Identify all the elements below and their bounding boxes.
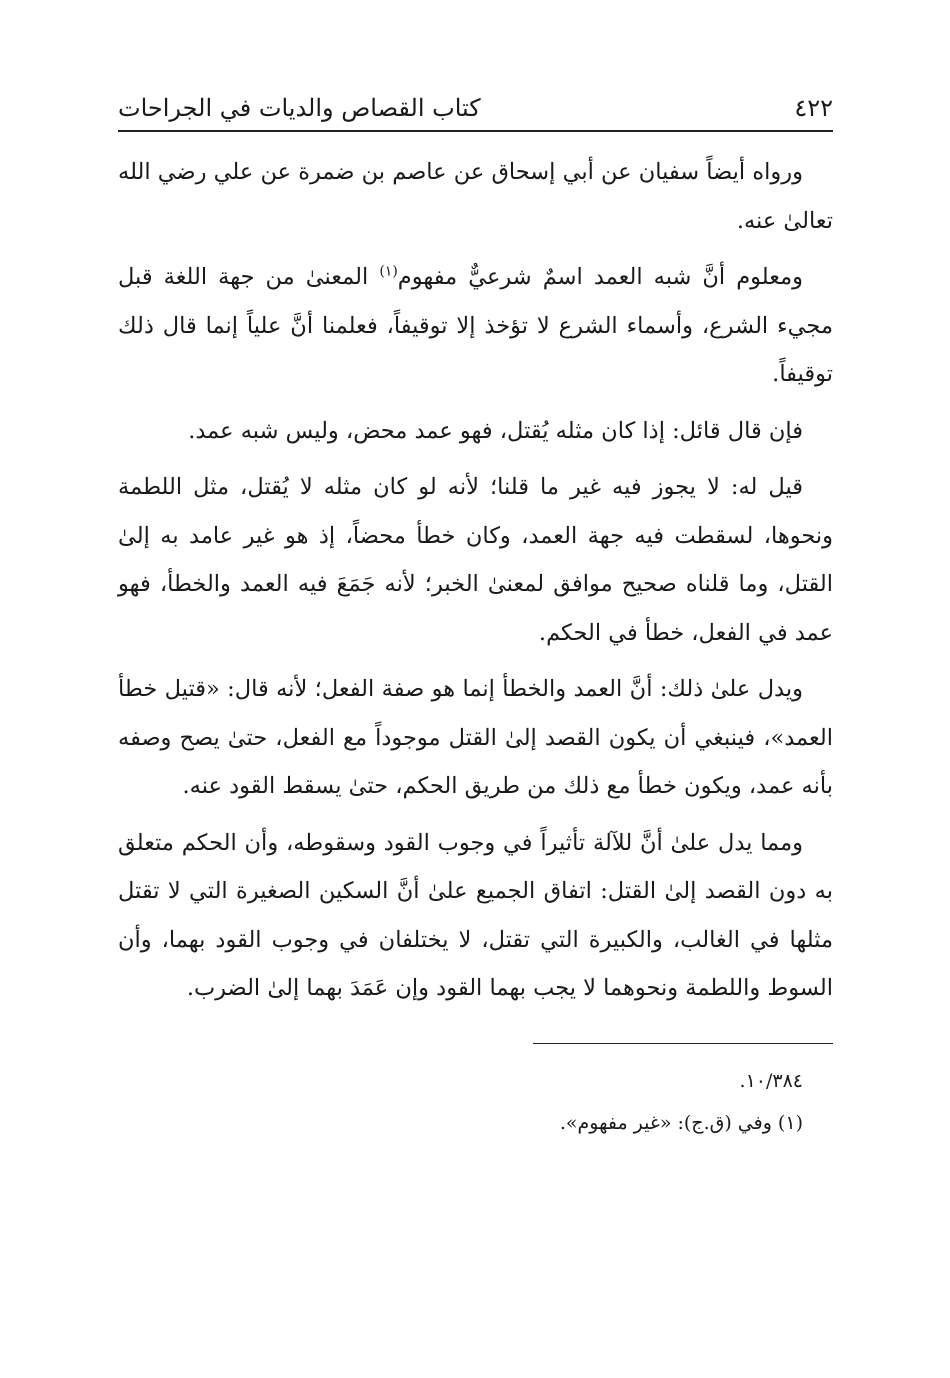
main-text [118,148,833,1013]
paragraph-1: ورواه أيضاً سفيان عن أبي إسحاق عن عاصم بن ضمرة عن علي رضي الله تعالىٰ عنه. [118,159,833,234]
header-rule [118,130,833,132]
page-number: ٤٢٢ [794,94,833,122]
paragraph-2-part-1: ومعلوم أنَّ شبه العمد اسمٌ شرعيٌّ مفهوم [397,264,803,290]
paragraph-2 [118,253,833,399]
paragraph-4: قيل له: لا يجوز فيه غير ما قلنا؛ لأنه لو كان مثله لا يُقتل، مثل اللطمة ونحوها، لسقطت فيه جهة العمد، وكان خطأ محضاً، إذ هو غير عامد به إلىٰ القتل، وما قلناه صحيح موافق لمعنىٰ الخبر؛ لأنه جَمَعَ فيه العمد والخطأ، فهو عمد في الفعل، خطأ في الحكم. [118,474,833,646]
footnote-1: (١) وفي (ق.ج): «غير مفهوم». [559,1111,803,1134]
book-page [118,88,833,1144]
paragraph-3: فإن قال قائل: إذا كان مثله يُقتل، فهو عمد محض، وليس شبه عمد. [188,417,803,444]
footnote-continuation: ١٠/٣٨٤. [739,1069,803,1092]
paragraph-6: ومما يدل علىٰ أنَّ للآلة تأثيراً في وجوب القود وسقوطه، وأن الحكم متعلق به دون القصد إلىٰ القتل: اتفاق الجميع علىٰ أنَّ السكين الصغيرة التي لا تقتل مثلها في الغالب، والكبيرة التي تقتل، لا يختلفان في وجوب القود بهما، وأن السوط واللطمة ونحوهما لا يجب بهما القود وإن عَمَدَ بهما إلىٰ الضرب. [118,829,833,1001]
footnote-separator [533,1043,833,1044]
footnote-separator-wrap [118,1031,833,1044]
footnote-reference: (١) [379,263,398,280]
paragraph-2-part-2: المعنىٰ من جهة اللغة قبل مجيء الشرع، وأسماء الشرع لا تؤخذ إلا توقيفاً، فعلمنا أنَّ علياً إنما قال ذلك توقيفاً. [118,264,833,387]
running-header [118,88,833,128]
paragraph-5: ويدل علىٰ ذلك: أنَّ العمد والخطأ إنما هو صفة الفعل؛ لأنه قال: «قتيل خطأ العمد»، فينبغي أن يكون القصد إلىٰ القتل موجوداً مع الفعل، حتىٰ يصح وصفه بأنه عمد، ويكون خطأ مع ذلك من طريق الحكم، حتىٰ يسقط القود عنه. [118,676,833,799]
book-title: كتاب القصاص والديات في الجراحات [118,94,481,122]
